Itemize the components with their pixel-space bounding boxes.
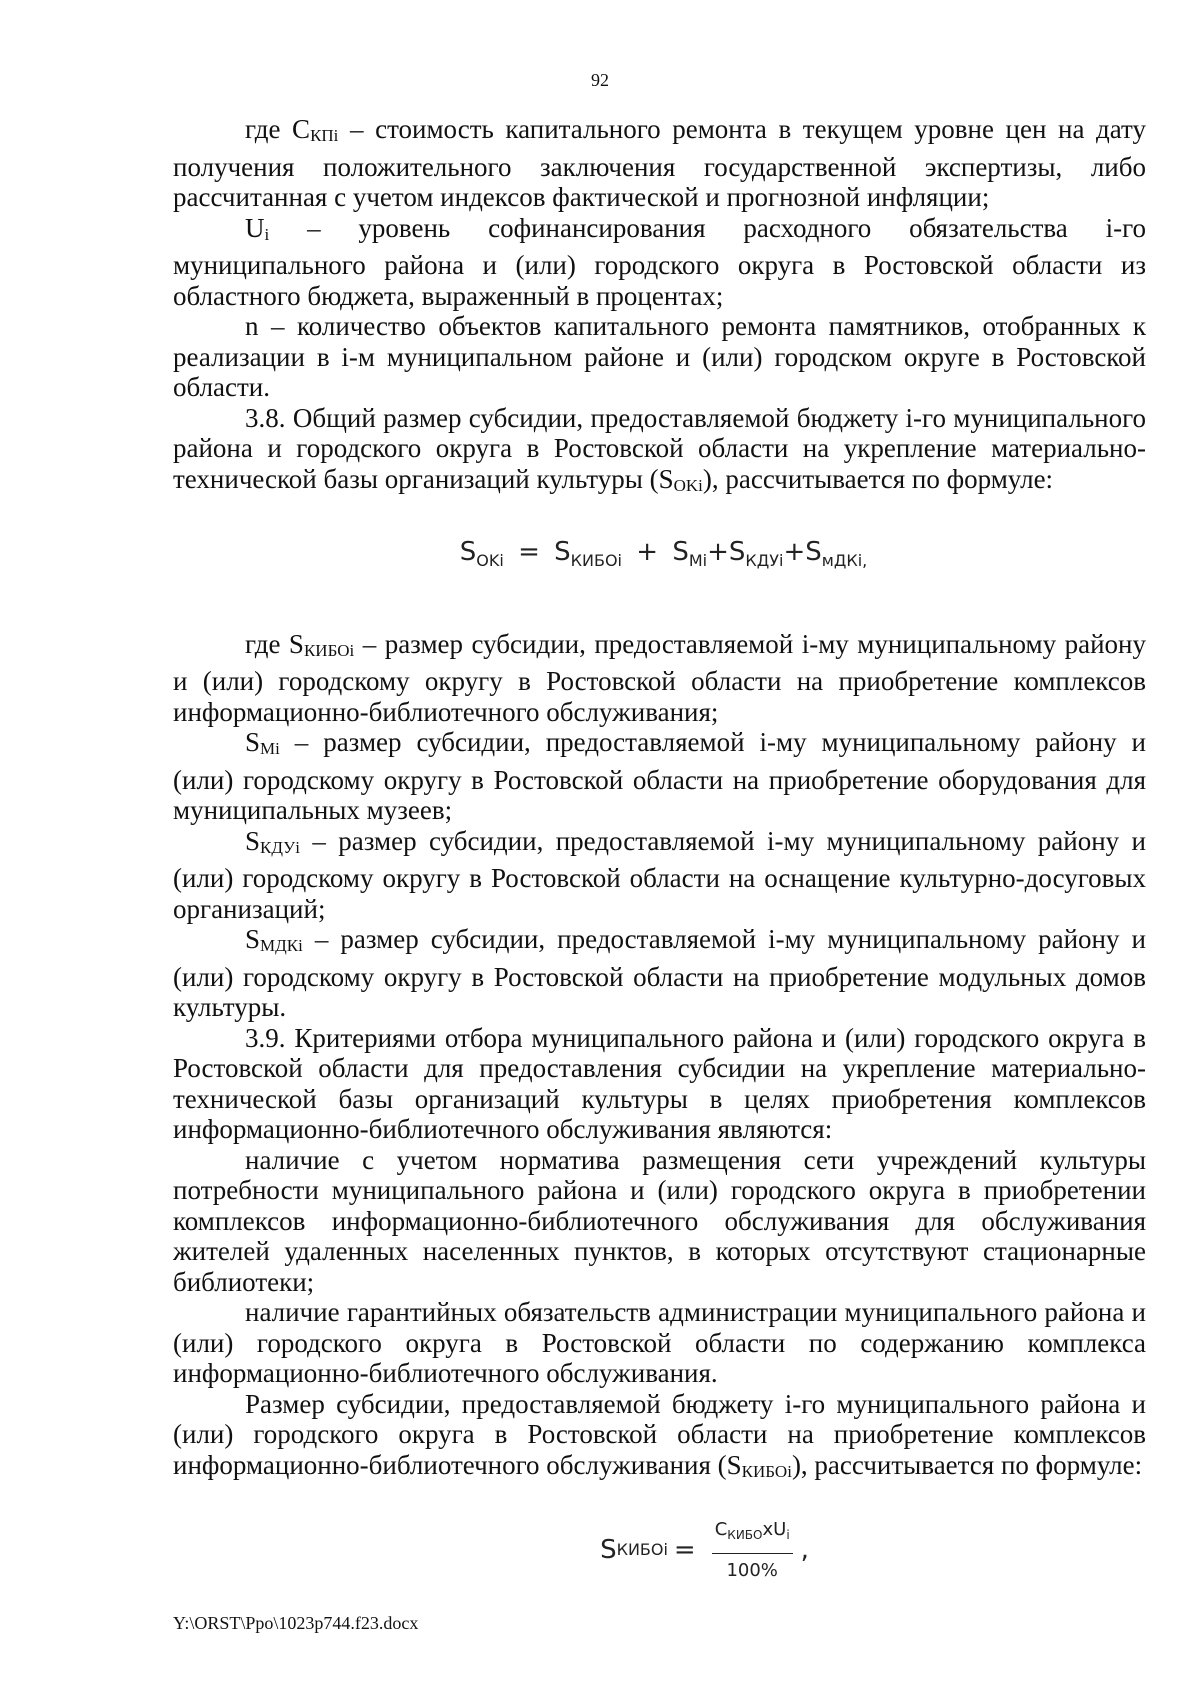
text: S — [245, 727, 261, 757]
formula-comma: , — [800, 1535, 809, 1566]
text: S — [245, 924, 261, 954]
paragraph-skiboi-definition — [173, 629, 1146, 728]
subscript: Mi — [260, 739, 280, 758]
text: ), рассчитывается по формуле: — [702, 463, 1054, 494]
text: U — [245, 212, 265, 243]
paragraph-smi-definition — [173, 727, 1146, 826]
formula-symbol: S — [554, 537, 571, 567]
formula-comma: , — [862, 551, 868, 570]
plus-sign: + — [636, 537, 659, 567]
subscript: МДКi — [260, 936, 303, 955]
subscript: КИБОi — [303, 640, 355, 660]
subscript: КПi — [310, 126, 339, 145]
text: – стоимость капитального ремонта в текущем уровне цен на дату получения положительного заключения государственной экспертизы, либо рассчитанная с учетом индексов фактической и прогнозной инфляции; — [173, 114, 1146, 212]
formula-symbol: S — [459, 537, 477, 567]
formula-subscript: i — [786, 1528, 790, 1542]
formula-soki — [173, 537, 1146, 577]
formula-subscript: КИБОi — [570, 551, 622, 570]
paragraph-3-9: 3.9. Критериями отбора муниципального района и (или) городского округа в Ростовской области для предоставления субсидии на укрепление материально-технической базы организаций культуры в целях приобретения комплексов информационно-библиотечного обслуживания являются: — [173, 1022, 1146, 1144]
text: – размер субсидии, предоставляемой i-му муниципальному району и (или) городскому округу в Ростовской области на оснащение культурно-досуговых организаций; — [173, 825, 1146, 924]
formula-fraction — [712, 1515, 793, 1586]
text: где S — [245, 628, 304, 659]
text: – размер субсидии, предоставляемой i-му муниципальному району и (или) городскому округу в Ростовской области на приобретение оборудования для муниципальных музеев; — [173, 727, 1146, 825]
subscript: КДУi — [260, 837, 300, 857]
paragraph-skdui-definition — [173, 826, 1146, 925]
formula-skiboi — [173, 1515, 1146, 1586]
formula-symbol: S — [728, 537, 746, 567]
formula-subscript: КДУi — [745, 551, 784, 570]
formula-symbol: S — [672, 537, 689, 567]
paragraph-ckpi-definition — [173, 114, 1146, 213]
page-number: 92 — [591, 70, 609, 90]
equals-sign: = — [673, 1535, 696, 1566]
text: где С — [245, 114, 311, 144]
plus-sign: + — [707, 537, 729, 567]
text: S — [245, 825, 261, 856]
formula-subscript: мДКi — [821, 551, 863, 570]
subscript: i — [264, 224, 270, 244]
footer-file-path: Y:\ORST\Ppo\1023p744.f23.docx — [173, 1613, 419, 1633]
formula-symbol: U — [773, 1519, 787, 1540]
equals-sign: = — [518, 537, 540, 567]
formula-symbol: C — [714, 1519, 728, 1540]
formula-symbol: S — [805, 537, 822, 567]
plus-sign: + — [783, 537, 806, 567]
text: ), рассчитывается по формуле: — [791, 1449, 1143, 1480]
paragraph-3-8 — [173, 403, 1146, 502]
paragraph-smdki-definition — [173, 924, 1146, 1023]
fraction-denominator: 100% — [726, 1559, 778, 1581]
formula-subscript: КИБО — [727, 1528, 763, 1542]
subscript: OKi — [673, 475, 703, 495]
formula-subscript: Mi — [688, 551, 708, 570]
text: 3.8. Общий размер субсидии, предоставляемой бюджету i-го муниципального района и городского округа в Ростовской области на укрепление материально-технической базы организаций культуры (S — [173, 402, 1146, 494]
formula-subscript: КИБОi — [616, 1540, 668, 1560]
paragraph-ui-definition — [173, 213, 1146, 312]
paragraph-skiboi-formula-intro — [173, 1389, 1146, 1488]
paragraph-criterion-2: наличие гарантийных обязательств администрации муниципального района и (или) городского округа в Ростовской области по содержанию комплекса информационно-библиотечного обслуживания. — [173, 1297, 1146, 1388]
document-body — [173, 114, 1146, 1586]
fraction-numerator — [712, 1515, 793, 1554]
multiply-sign: x — [762, 1519, 774, 1540]
paragraph-n-definition: n – количество объектов капитального ремонта памятников, отобранных к реализации в i-м муниципальном районе и (или) городском округе в Ростовской области. — [173, 311, 1146, 402]
text: Размер субсидии, предоставляемой бюджету i-го муниципального района и (или) городского округа в Ростовской области на приобретение комплексов информационно-библиотечного обслуживания (S — [173, 1388, 1146, 1480]
formula-subscript: OKi — [476, 551, 504, 570]
paragraph-criterion-1: наличие с учетом норматива размещения сети учреждений культуры потребности муниципального района и (или) городского округа в приобретении комплексов информационно-библиотечного обслуживания для обслуживания жителей удаленных населенных пунктов, в которых отсутствуют стационарные библиотеки; — [173, 1144, 1146, 1297]
text: – уровень софинансирования расходного обязательства i-го муниципального района и (или) городского округа в Ростовской области из областного бюджета, выраженный в процентах; — [173, 212, 1146, 311]
formula-symbol: S — [600, 1535, 617, 1566]
text: – размер субсидии, предоставляемой i-му муниципальному району и (или) городскому округу в Ростовской области на приобретение комплексов информационно-библиотечного обслуживания; — [173, 628, 1146, 727]
subscript: КИБОi — [741, 1461, 792, 1481]
text: – размер субсидии, предоставляемой i-му муниципальному району и (или) городскому округу в Ростовской области на приобретение модульных домов культуры. — [173, 924, 1146, 1022]
